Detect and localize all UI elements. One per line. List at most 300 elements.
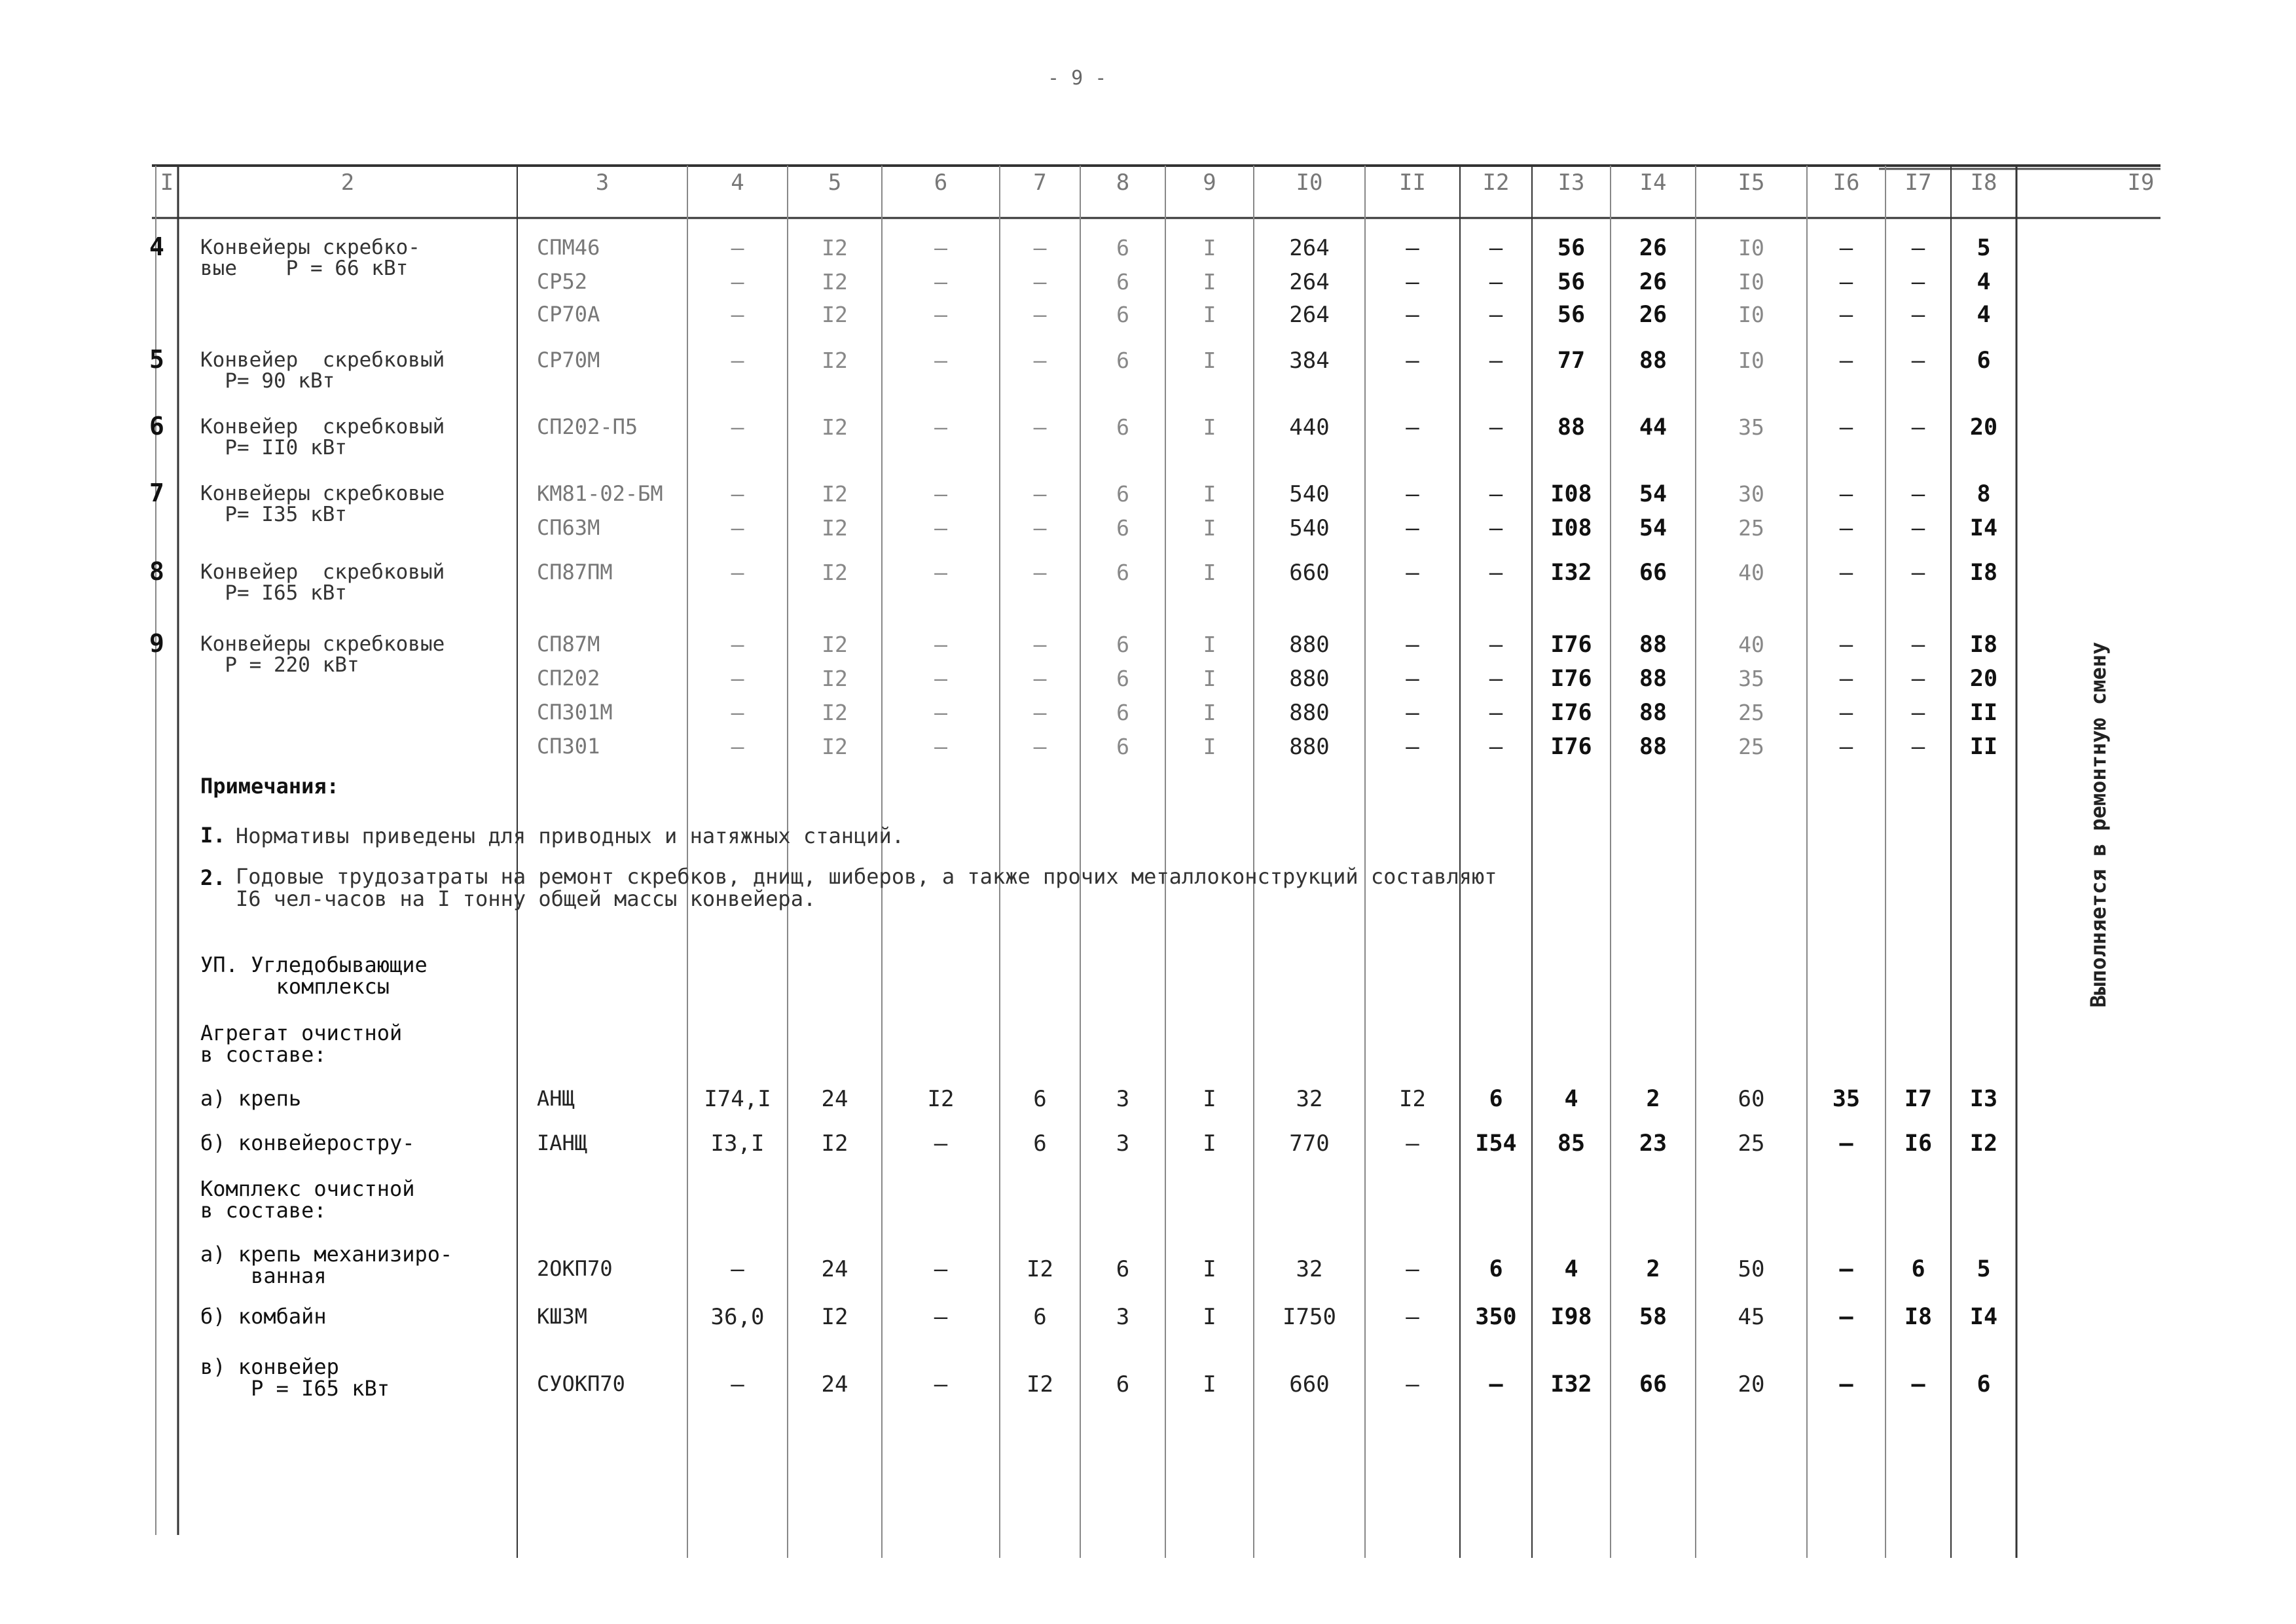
data-cell: 540	[1289, 481, 1330, 507]
note-number: 2.	[200, 865, 226, 890]
data-cell: I32	[1550, 1371, 1592, 1398]
data-cell: 6	[1033, 1304, 1047, 1330]
data-cell: I2	[822, 515, 848, 541]
data-cell: 440	[1289, 414, 1330, 441]
data-cell: I7	[1904, 1086, 1933, 1112]
data-cell: –	[1489, 302, 1503, 328]
data-cell: 88	[1639, 348, 1667, 374]
data-cell: I98	[1550, 1304, 1592, 1330]
data-cell: I2	[822, 348, 848, 373]
data-cell: –	[934, 235, 947, 261]
data-cell: –	[731, 734, 744, 759]
header-cell: 8	[1116, 170, 1130, 196]
data-cell: 25	[1738, 700, 1764, 725]
header-cell: I0	[1296, 170, 1323, 196]
data-cell: –	[731, 414, 744, 440]
header-cell: I8	[1970, 170, 1997, 196]
data-cell: –	[934, 560, 947, 585]
data-cell: –	[731, 560, 744, 585]
data-cell: 56	[1557, 302, 1586, 328]
data-cell: 5	[1977, 235, 1991, 261]
data-cell: –	[1406, 560, 1419, 586]
data-cell: I2	[821, 1304, 848, 1330]
data-cell: 44	[1639, 414, 1667, 441]
data-cell: I4	[1969, 515, 1998, 541]
data-cell: –	[1033, 302, 1047, 327]
data-cell: 6	[1116, 515, 1129, 541]
data-cell: –	[731, 700, 744, 725]
data-cell: –	[1406, 700, 1419, 726]
data-cell: 6	[1116, 481, 1129, 507]
data-cell: –	[1839, 414, 1853, 441]
model-cell: СР70М	[537, 348, 600, 372]
header-cell: 9	[1203, 170, 1216, 196]
data-cell: 45	[1738, 1304, 1765, 1330]
model-cell: КШЗМ	[537, 1304, 588, 1329]
data-cell: 880	[1289, 666, 1330, 692]
data-cell: –	[1489, 560, 1503, 586]
data-cell: –	[1911, 1371, 1925, 1398]
data-cell: I3	[1969, 1086, 1998, 1112]
data-cell: 6	[1911, 1256, 1925, 1282]
data-cell: I2	[1027, 1256, 1053, 1282]
data-cell: I54	[1475, 1130, 1517, 1157]
data-cell: I2	[822, 269, 848, 295]
data-cell: –	[1911, 560, 1925, 586]
data-cell: 25	[1738, 734, 1764, 759]
data-cell: –	[1406, 666, 1419, 692]
notes-heading: Примечания:	[200, 774, 339, 799]
data-cell: –	[1406, 632, 1419, 658]
data-cell: –	[1489, 1371, 1503, 1398]
data-cell: I6	[1904, 1130, 1933, 1157]
header-cell: II	[1399, 170, 1426, 196]
data-cell: –	[1406, 1256, 1419, 1282]
data-cell: –	[1839, 515, 1853, 541]
data-cell: 6	[1116, 700, 1129, 725]
data-cell: –	[1489, 348, 1503, 374]
data-cell: –	[1911, 414, 1925, 441]
data-cell: –	[934, 481, 947, 507]
data-cell: –	[1033, 560, 1047, 585]
data-cell: –	[1911, 515, 1925, 541]
data-cell: 26	[1639, 235, 1667, 261]
data-cell: 6	[1977, 348, 1991, 374]
data-cell: –	[731, 269, 744, 295]
header-cell: I2	[1482, 170, 1510, 196]
equipment-name: Конвейеры скребковые P = 220 кВт	[200, 632, 445, 677]
data-cell: 24	[821, 1256, 848, 1282]
data-cell: 40	[1738, 560, 1764, 585]
data-cell: –	[1839, 734, 1853, 760]
data-cell: –	[1911, 734, 1925, 760]
data-cell: –	[1489, 700, 1503, 726]
data-cell: 880	[1289, 700, 1330, 726]
data-cell: I	[1203, 515, 1216, 541]
header-cell: 7	[1033, 170, 1047, 196]
data-cell: –	[1839, 700, 1853, 726]
page-number: - 9 -	[1048, 67, 1107, 90]
data-cell: 4	[1564, 1256, 1578, 1282]
data-cell: I0	[1738, 302, 1764, 327]
model-cell: СР70А	[537, 302, 600, 327]
data-cell: –	[1839, 348, 1853, 374]
data-cell: 24	[821, 1086, 848, 1112]
data-cell: –	[1489, 269, 1503, 295]
data-cell: 660	[1289, 560, 1330, 586]
data-cell: –	[731, 1371, 744, 1398]
data-cell: –	[1033, 734, 1047, 759]
data-cell: –	[1911, 632, 1925, 658]
data-cell: 26	[1639, 302, 1667, 328]
model-cell: СП87М	[537, 632, 600, 657]
data-cell: I	[1203, 414, 1216, 440]
data-cell: 6	[1116, 560, 1129, 585]
column19-note: Выполняется в ремонтную смену	[2086, 641, 2111, 1008]
data-cell: 77	[1557, 348, 1586, 374]
model-cell: СП87ПМ	[537, 560, 613, 585]
data-cell: –	[934, 700, 947, 725]
data-cell: I0	[1738, 235, 1764, 261]
data-cell: 30	[1738, 481, 1764, 507]
data-cell: 20	[1738, 1371, 1765, 1398]
data-cell: I2	[822, 734, 848, 759]
header-cell: I7	[1904, 170, 1932, 196]
model-cell: СП202	[537, 666, 600, 691]
data-cell: –	[1839, 666, 1853, 692]
data-cell: I2	[822, 302, 848, 327]
data-cell: 264	[1289, 269, 1330, 295]
data-cell: –	[1911, 235, 1925, 261]
data-cell: –	[1033, 235, 1047, 261]
data-cell: –	[731, 632, 744, 657]
header-cell: I5	[1738, 170, 1765, 196]
data-cell: 540	[1289, 515, 1330, 541]
data-cell: I3,I	[710, 1130, 765, 1157]
data-cell: II	[1969, 700, 1998, 726]
header-cell: I4	[1639, 170, 1667, 196]
data-cell: 20	[1969, 414, 1998, 441]
data-cell: 50	[1738, 1256, 1765, 1282]
note-text: Нормативы приведены для приводных и натяжных станций.	[236, 823, 905, 848]
data-cell: I	[1203, 235, 1216, 261]
model-cell: АНЩ	[537, 1086, 575, 1111]
data-cell: –	[1406, 515, 1419, 541]
note-text: Годовые трудозатраты на ремонт скребков, днищ, шиберов, а также прочих металлоконструкций составляют	[236, 864, 1497, 889]
data-cell: 264	[1289, 302, 1330, 328]
data-cell: –	[1406, 302, 1419, 328]
data-cell: I	[1203, 700, 1216, 725]
data-cell: –	[1489, 734, 1503, 760]
data-cell: I0	[1738, 269, 1764, 295]
model-cell: СУОКП70	[537, 1371, 625, 1396]
data-cell: –	[1839, 632, 1853, 658]
data-cell: 6	[1116, 302, 1129, 327]
data-cell: I	[1203, 1304, 1216, 1330]
data-cell: 35	[1738, 414, 1764, 440]
note-text: I6 чел-часов на I тонну общей массы конвейера.	[236, 886, 816, 911]
data-cell: 40	[1738, 632, 1764, 657]
data-cell: –	[1839, 1256, 1853, 1282]
data-cell: I2	[822, 481, 848, 507]
data-cell: 2	[1646, 1086, 1660, 1112]
data-cell: 660	[1289, 1371, 1330, 1398]
group-title: Агрегат очистной в составе:	[200, 1020, 403, 1067]
data-cell: 6	[1977, 1371, 1991, 1398]
data-cell: 6	[1116, 269, 1129, 295]
section-title: УП. Угледобывающие комплексы	[200, 952, 428, 999]
note-number: I.	[200, 823, 226, 848]
data-cell: 6	[1116, 1371, 1130, 1398]
data-cell: 6	[1033, 1130, 1047, 1157]
data-cell: 35	[1738, 666, 1764, 691]
model-cell: СР52	[537, 269, 588, 294]
data-cell: I2	[822, 414, 848, 440]
data-cell: 3	[1116, 1304, 1130, 1330]
data-cell: 66	[1639, 1371, 1667, 1398]
data-cell: 23	[1639, 1130, 1667, 1157]
data-cell: 6	[1033, 1086, 1047, 1112]
data-cell: –	[934, 414, 947, 440]
data-cell: 56	[1557, 269, 1586, 295]
header-cell: I9	[2127, 170, 2155, 196]
data-cell: I76	[1550, 632, 1592, 658]
data-cell: II	[1969, 734, 1998, 760]
data-cell: –	[1033, 515, 1047, 541]
header-cell: 4	[731, 170, 744, 196]
data-cell: I	[1203, 269, 1216, 295]
data-cell: 25	[1738, 1130, 1765, 1157]
data-cell: –	[1033, 414, 1047, 440]
data-cell: 3	[1116, 1130, 1130, 1157]
data-cell: –	[934, 269, 947, 295]
data-cell: 88	[1639, 734, 1667, 760]
data-cell: 24	[821, 1371, 848, 1398]
data-cell: 58	[1639, 1304, 1667, 1330]
data-cell: I08	[1550, 481, 1592, 507]
data-cell: 6	[1116, 632, 1129, 657]
data-cell: 3	[1116, 1086, 1130, 1112]
item-name: а) крепь	[200, 1086, 302, 1111]
model-cell: СП301М	[537, 700, 613, 725]
data-cell: –	[1839, 1130, 1853, 1157]
data-cell: –	[731, 481, 744, 507]
data-cell: –	[1911, 700, 1925, 726]
data-cell: 880	[1289, 632, 1330, 658]
data-cell: –	[1406, 481, 1419, 507]
data-cell: I2	[822, 560, 848, 585]
data-cell: I2	[1399, 1086, 1426, 1112]
data-cell: I4	[1969, 1304, 1998, 1330]
equipment-name: Конвейеры скребковые P= I35 кВт	[200, 482, 445, 526]
data-cell: 25	[1738, 515, 1764, 541]
data-cell: I	[1203, 1086, 1216, 1112]
data-cell: –	[1489, 632, 1503, 658]
data-cell: I	[1203, 1130, 1216, 1157]
data-cell: –	[934, 1371, 948, 1398]
data-cell: –	[1033, 666, 1047, 691]
data-cell: 56	[1557, 235, 1586, 261]
data-cell: 8	[1977, 481, 1991, 507]
data-cell: –	[1406, 1130, 1419, 1157]
data-cell: I76	[1550, 700, 1592, 726]
data-cell: I	[1203, 1371, 1216, 1398]
data-cell: –	[1406, 1304, 1419, 1330]
model-cell: 2ОКП70	[537, 1256, 613, 1281]
data-cell: I2	[822, 700, 848, 725]
data-cell: –	[934, 302, 947, 327]
data-cell: –	[1911, 302, 1925, 328]
item-name: в) конвейер P = I65 кВт	[200, 1354, 390, 1401]
header-cell: I6	[1832, 170, 1860, 196]
data-cell: –	[1489, 414, 1503, 441]
data-cell: I76	[1550, 734, 1592, 760]
data-cell: I8	[1969, 632, 1998, 658]
data-cell: –	[1839, 1371, 1853, 1398]
data-cell: I2	[1027, 1371, 1053, 1398]
data-cell: I8	[1969, 560, 1998, 586]
data-cell: –	[934, 348, 947, 373]
model-cell: СП202-П5	[537, 414, 638, 439]
data-cell: I8	[1904, 1304, 1933, 1330]
data-cell: –	[1839, 235, 1853, 261]
data-cell: –	[1489, 515, 1503, 541]
data-cell: –	[731, 302, 744, 327]
data-cell: –	[1406, 1371, 1419, 1398]
data-cell: –	[731, 515, 744, 541]
data-cell: –	[1406, 414, 1419, 441]
data-cell: I	[1203, 302, 1216, 327]
data-cell: 4	[1977, 269, 1991, 295]
data-cell: –	[1839, 481, 1853, 507]
model-cell: СП63М	[537, 515, 600, 540]
data-cell: 6	[1489, 1256, 1503, 1282]
data-cell: –	[1033, 348, 1047, 373]
data-cell: –	[934, 734, 947, 759]
data-cell: 6	[1116, 348, 1129, 373]
data-cell: –	[1839, 1304, 1853, 1330]
equipment-name: Конвейер скребковый P= I65 кВт	[200, 560, 445, 605]
header-cell: 5	[828, 170, 842, 196]
data-cell: 2	[1646, 1256, 1660, 1282]
row-number: 8	[149, 557, 164, 586]
group-title: Комплекс очистной в составе:	[200, 1176, 415, 1223]
header-cell: 2	[340, 170, 355, 196]
data-cell: 264	[1289, 235, 1330, 261]
data-cell: I	[1203, 734, 1216, 759]
data-cell: I	[1203, 348, 1216, 373]
data-cell: 88	[1639, 632, 1667, 658]
item-name: б) конвейеростру-	[200, 1130, 415, 1155]
data-cell: I76	[1550, 666, 1592, 692]
data-cell: 350	[1475, 1304, 1517, 1330]
data-cell: I2	[927, 1086, 955, 1112]
data-cell: –	[731, 348, 744, 373]
header-cell: I	[160, 170, 174, 196]
row-number: 6	[149, 412, 164, 441]
data-cell: I2	[1969, 1130, 1998, 1157]
data-cell: 36,0	[710, 1304, 765, 1330]
data-cell: 4	[1977, 302, 1991, 328]
header-cell: 6	[934, 170, 948, 196]
model-cell: СПМ46	[537, 235, 600, 260]
row-number: 5	[149, 345, 164, 374]
data-cell: 880	[1289, 734, 1330, 760]
equipment-name: Конвейер скребковый P= II0 кВт	[200, 415, 445, 460]
data-cell: –	[934, 1304, 948, 1330]
data-cell: –	[731, 235, 744, 261]
data-cell: 60	[1738, 1086, 1765, 1112]
data-cell: I	[1203, 481, 1216, 507]
data-cell: –	[1033, 269, 1047, 295]
data-cell: I2	[822, 632, 848, 657]
data-cell: –	[1033, 700, 1047, 725]
data-cell: I	[1203, 1256, 1216, 1282]
data-cell: –	[1489, 235, 1503, 261]
header-cell: 3	[595, 170, 610, 196]
data-cell: I750	[1283, 1304, 1336, 1330]
equipment-name: Конвейеры скребко- вые P = 66 кВт	[200, 236, 420, 280]
data-cell: 54	[1639, 515, 1667, 541]
data-cell: 26	[1639, 269, 1667, 295]
data-cell: 6	[1116, 734, 1129, 759]
data-cell: 6	[1116, 414, 1129, 440]
data-cell: I74,I	[704, 1086, 771, 1112]
data-cell: I2	[822, 666, 848, 691]
data-cell: –	[731, 1256, 744, 1282]
data-cell: 6	[1116, 235, 1129, 261]
item-name: б) комбайн	[200, 1304, 327, 1329]
data-cell: 20	[1969, 666, 1998, 692]
data-cell: –	[1406, 269, 1419, 295]
data-cell: I08	[1550, 515, 1592, 541]
data-cell: 54	[1639, 481, 1667, 507]
data-cell: I	[1203, 666, 1216, 691]
data-cell: –	[934, 1256, 948, 1282]
equipment-name: Конвейер скребковый P= 90 кВт	[200, 348, 445, 393]
data-cell: 35	[1832, 1086, 1861, 1112]
data-cell: –	[1406, 348, 1419, 374]
data-cell: 6	[1116, 666, 1129, 691]
data-cell: –	[1911, 481, 1925, 507]
header-cell: I3	[1558, 170, 1585, 196]
data-cell: I0	[1738, 348, 1764, 373]
data-cell: –	[934, 632, 947, 657]
data-cell: –	[1489, 666, 1503, 692]
model-cell: КМ81-02-БМ	[537, 481, 663, 506]
data-cell: –	[1839, 302, 1853, 328]
item-name: а) крепь механизиро- ванная	[200, 1242, 453, 1288]
data-cell: I	[1203, 632, 1216, 657]
data-cell: 32	[1296, 1086, 1323, 1112]
row-number: 7	[149, 478, 164, 507]
data-cell: 32	[1296, 1256, 1323, 1282]
data-cell: –	[1406, 235, 1419, 261]
data-cell: –	[934, 515, 947, 541]
data-cell: 88	[1639, 700, 1667, 726]
data-cell: 6	[1489, 1086, 1503, 1112]
data-cell: 6	[1116, 1256, 1130, 1282]
data-cell: 88	[1557, 414, 1586, 441]
data-cell: –	[1033, 481, 1047, 507]
data-cell: –	[1911, 269, 1925, 295]
data-cell: I	[1203, 560, 1216, 585]
data-cell: I2	[822, 235, 848, 261]
data-cell: –	[934, 1130, 948, 1157]
data-cell: 5	[1977, 1256, 1991, 1282]
data-cell: 770	[1289, 1130, 1330, 1157]
data-cell: 4	[1564, 1086, 1578, 1112]
